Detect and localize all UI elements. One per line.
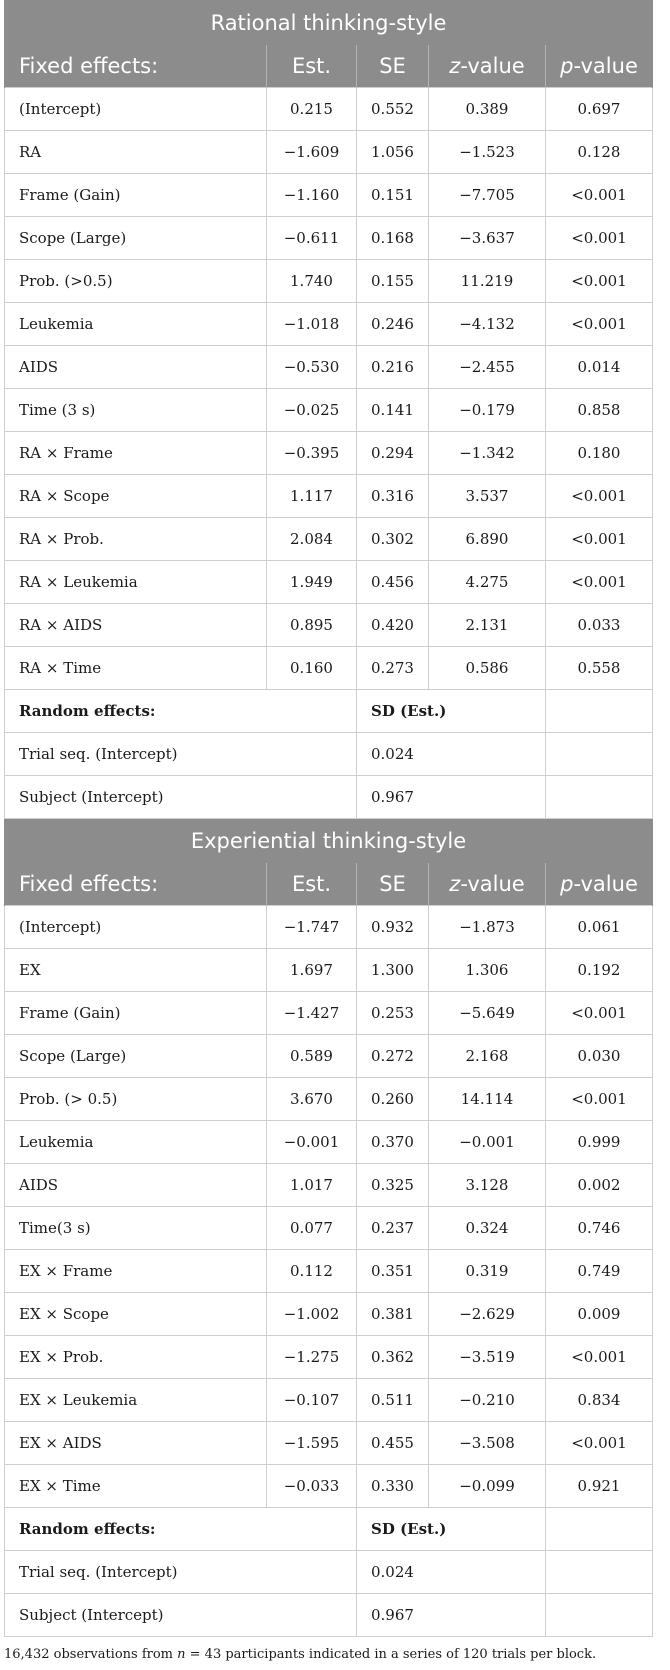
header-p-rest: -value — [573, 872, 638, 896]
se-cell: 0.370 — [357, 1121, 429, 1164]
header-z-italic: z — [449, 54, 461, 78]
est-cell: −1.275 — [267, 1336, 357, 1379]
sd-cell: 0.967 — [357, 1594, 546, 1637]
sd-header: SD (Est.) — [357, 1508, 546, 1551]
z-cell: 3.128 — [429, 1164, 546, 1207]
effect-cell: Frame (Gain) — [5, 174, 267, 217]
effect-cell: RA — [5, 131, 267, 174]
table-row — [5, 992, 653, 1035]
header-est: Est. — [267, 863, 357, 906]
effect-cell: EX × Prob. — [5, 1336, 267, 1379]
table-row — [5, 432, 653, 475]
est-cell: 1.017 — [267, 1164, 357, 1207]
est-cell: 0.589 — [267, 1035, 357, 1078]
effect-cell: RA × AIDS — [5, 604, 267, 647]
p-cell: <0.001 — [546, 217, 653, 260]
random-effect-cell: Subject (Intercept) — [5, 1594, 357, 1637]
est-cell: 0.895 — [267, 604, 357, 647]
effect-cell: Scope (Large) — [5, 217, 267, 260]
p-cell: <0.001 — [546, 260, 653, 303]
random-effect-cell: Subject (Intercept) — [5, 776, 357, 819]
sd-header: SD (Est.) — [357, 690, 546, 733]
table-row — [5, 1422, 653, 1465]
effect-cell: RA × Frame — [5, 432, 267, 475]
est-cell: −1.018 — [267, 303, 357, 346]
z-cell: −0.099 — [429, 1465, 546, 1508]
est-cell: −0.033 — [267, 1465, 357, 1508]
z-cell: 4.275 — [429, 561, 546, 604]
table-row — [5, 561, 653, 604]
p-cell: <0.001 — [546, 475, 653, 518]
p-cell: 0.014 — [546, 346, 653, 389]
table-row — [5, 604, 653, 647]
est-cell: 2.084 — [267, 518, 357, 561]
header-p-rest: -value — [573, 54, 638, 78]
table-row — [5, 88, 653, 131]
header-z-italic: z — [449, 872, 461, 896]
se-cell: 0.237 — [357, 1207, 429, 1250]
footnote-n: n — [177, 1647, 186, 1662]
se-cell: 0.253 — [357, 992, 429, 1035]
z-cell: −0.210 — [429, 1379, 546, 1422]
p-cell: 0.858 — [546, 389, 653, 432]
p-cell: <0.001 — [546, 992, 653, 1035]
p-cell: 0.061 — [546, 906, 653, 949]
random-effects-label: Random effects: — [5, 690, 357, 733]
est-cell: 0.112 — [267, 1250, 357, 1293]
table-row — [5, 1250, 653, 1293]
est-cell: −0.611 — [267, 217, 357, 260]
se-cell: 0.456 — [357, 561, 429, 604]
header-z-rest: -value — [460, 872, 525, 896]
est-cell: −0.025 — [267, 389, 357, 432]
z-cell: −1.873 — [429, 906, 546, 949]
header-p-value — [546, 863, 653, 906]
se-cell: 0.420 — [357, 604, 429, 647]
header-p-italic: p — [560, 872, 574, 896]
table-row — [5, 518, 653, 561]
p-cell: <0.001 — [546, 1078, 653, 1121]
est-cell: 1.740 — [267, 260, 357, 303]
effect-cell: EX × Leukemia — [5, 1379, 267, 1422]
header-se: SE — [357, 45, 429, 88]
p-cell: 0.921 — [546, 1465, 653, 1508]
section-title: Rational thinking-style — [5, 1, 653, 45]
se-cell: 0.294 — [357, 432, 429, 475]
header-p-italic: p — [560, 54, 574, 78]
p-cell: 0.999 — [546, 1121, 653, 1164]
random-effect-cell: Trial seq. (Intercept) — [5, 1551, 357, 1594]
se-cell: 0.316 — [357, 475, 429, 518]
column-header-row — [5, 863, 653, 906]
est-cell: 0.160 — [267, 647, 357, 690]
effect-cell: Leukemia — [5, 303, 267, 346]
table-row — [5, 174, 653, 217]
z-cell: 0.319 — [429, 1250, 546, 1293]
results-table — [4, 0, 653, 1637]
p-cell: <0.001 — [546, 561, 653, 604]
se-cell: 0.351 — [357, 1250, 429, 1293]
se-cell: 0.141 — [357, 389, 429, 432]
p-cell: <0.001 — [546, 1422, 653, 1465]
est-cell: −1.595 — [267, 1422, 357, 1465]
est-cell: −0.107 — [267, 1379, 357, 1422]
results-table-body — [5, 1, 653, 1637]
effect-cell: Time (3 s) — [5, 389, 267, 432]
table-row — [5, 1207, 653, 1250]
table-row — [5, 475, 653, 518]
p-cell: 0.749 — [546, 1250, 653, 1293]
se-cell: 0.260 — [357, 1078, 429, 1121]
z-cell: 2.168 — [429, 1035, 546, 1078]
z-cell: 0.586 — [429, 647, 546, 690]
effect-cell: EX × Frame — [5, 1250, 267, 1293]
se-cell: 0.381 — [357, 1293, 429, 1336]
se-cell: 0.325 — [357, 1164, 429, 1207]
table-row — [5, 647, 653, 690]
effect-cell: EX × Time — [5, 1465, 267, 1508]
effect-cell: (Intercept) — [5, 88, 267, 131]
header-est: Est. — [267, 45, 357, 88]
header-z-value — [429, 45, 546, 88]
est-cell: −1.427 — [267, 992, 357, 1035]
se-cell: 0.362 — [357, 1336, 429, 1379]
table-row — [5, 1336, 653, 1379]
table-row — [5, 1293, 653, 1336]
p-cell: 0.030 — [546, 1035, 653, 1078]
random-effects-label: Random effects: — [5, 1508, 357, 1551]
p-cell: 0.128 — [546, 131, 653, 174]
est-cell: −1.609 — [267, 131, 357, 174]
empty-cell — [546, 1551, 653, 1594]
effect-cell: RA × Scope — [5, 475, 267, 518]
random-effects-header-row — [5, 1508, 653, 1551]
empty-cell — [546, 776, 653, 819]
sd-cell: 0.967 — [357, 776, 546, 819]
est-cell: 0.215 — [267, 88, 357, 131]
se-cell: 0.216 — [357, 346, 429, 389]
header-se: SE — [357, 863, 429, 906]
table-row — [5, 1379, 653, 1422]
table-row — [5, 1078, 653, 1121]
table-row — [5, 1164, 653, 1207]
random-effects-header-row — [5, 690, 653, 733]
table-row — [5, 260, 653, 303]
effect-cell: EX × Scope — [5, 1293, 267, 1336]
table-row — [5, 217, 653, 260]
z-cell: −0.001 — [429, 1121, 546, 1164]
z-cell: 11.219 — [429, 260, 546, 303]
table-row — [5, 949, 653, 992]
z-cell: −5.649 — [429, 992, 546, 1035]
effect-cell: (Intercept) — [5, 906, 267, 949]
footnote-post: = 43 participants indicated in a series of 120 trials per block. — [185, 1647, 597, 1662]
p-cell: 0.180 — [546, 432, 653, 475]
random-effect-row — [5, 1594, 653, 1637]
table-row — [5, 1465, 653, 1508]
p-cell: 0.746 — [546, 1207, 653, 1250]
z-cell: −0.179 — [429, 389, 546, 432]
z-cell: 6.890 — [429, 518, 546, 561]
se-cell: 1.056 — [357, 131, 429, 174]
z-cell: 0.389 — [429, 88, 546, 131]
z-cell: −1.523 — [429, 131, 546, 174]
p-cell: 0.009 — [546, 1293, 653, 1336]
se-cell: 0.272 — [357, 1035, 429, 1078]
se-cell: 0.155 — [357, 260, 429, 303]
results-table-container — [4, 0, 652, 1662]
sd-cell: 0.024 — [357, 733, 546, 776]
est-cell: −0.530 — [267, 346, 357, 389]
footnote-pre: 16,432 observations from — [4, 1647, 178, 1662]
est-cell: −0.395 — [267, 432, 357, 475]
z-cell: −1.342 — [429, 432, 546, 475]
header-z-value — [429, 863, 546, 906]
effect-cell: Leukemia — [5, 1121, 267, 1164]
est-cell: 1.117 — [267, 475, 357, 518]
header-fixed-effects: Fixed effects: — [5, 863, 267, 906]
effect-cell: Time(3 s) — [5, 1207, 267, 1250]
est-cell: 1.949 — [267, 561, 357, 604]
effect-cell: Prob. (>0.5) — [5, 260, 267, 303]
se-cell: 0.455 — [357, 1422, 429, 1465]
section-title-row — [5, 819, 653, 863]
z-cell: −2.629 — [429, 1293, 546, 1336]
se-cell: 0.552 — [357, 88, 429, 131]
est-cell: −1.160 — [267, 174, 357, 217]
z-cell: 2.131 — [429, 604, 546, 647]
effect-cell: Prob. (> 0.5) — [5, 1078, 267, 1121]
column-header-row — [5, 45, 653, 88]
est-cell: −0.001 — [267, 1121, 357, 1164]
p-cell: 0.033 — [546, 604, 653, 647]
effect-cell: RA × Time — [5, 647, 267, 690]
est-cell: −1.002 — [267, 1293, 357, 1336]
p-cell: 0.558 — [546, 647, 653, 690]
effect-cell: EX × AIDS — [5, 1422, 267, 1465]
table-row — [5, 1121, 653, 1164]
effect-cell: Frame (Gain) — [5, 992, 267, 1035]
empty-cell — [546, 1508, 653, 1551]
z-cell: 0.324 — [429, 1207, 546, 1250]
header-p-value — [546, 45, 653, 88]
p-cell: 0.192 — [546, 949, 653, 992]
empty-cell — [546, 733, 653, 776]
random-effect-row — [5, 776, 653, 819]
effect-cell: AIDS — [5, 1164, 267, 1207]
z-cell: 1.306 — [429, 949, 546, 992]
z-cell: −3.519 — [429, 1336, 546, 1379]
p-cell: <0.001 — [546, 518, 653, 561]
se-cell: 0.330 — [357, 1465, 429, 1508]
random-effect-row — [5, 733, 653, 776]
table-row — [5, 346, 653, 389]
se-cell: 0.151 — [357, 174, 429, 217]
empty-cell — [546, 1594, 653, 1637]
z-cell: −4.132 — [429, 303, 546, 346]
p-cell: 0.697 — [546, 88, 653, 131]
est-cell: 1.697 — [267, 949, 357, 992]
p-cell: 0.834 — [546, 1379, 653, 1422]
se-cell: 0.168 — [357, 217, 429, 260]
z-cell: −3.637 — [429, 217, 546, 260]
est-cell: −1.747 — [267, 906, 357, 949]
effect-cell: EX — [5, 949, 267, 992]
section-title: Experiential thinking-style — [5, 819, 653, 863]
empty-cell — [546, 690, 653, 733]
section-title-row — [5, 1, 653, 45]
header-fixed-effects: Fixed effects: — [5, 45, 267, 88]
est-cell: 0.077 — [267, 1207, 357, 1250]
se-cell: 0.246 — [357, 303, 429, 346]
z-cell: 14.114 — [429, 1078, 546, 1121]
se-cell: 0.511 — [357, 1379, 429, 1422]
sd-cell: 0.024 — [357, 1551, 546, 1594]
table-row — [5, 1035, 653, 1078]
se-cell: 0.932 — [357, 906, 429, 949]
random-effect-cell: Trial seq. (Intercept) — [5, 733, 357, 776]
effect-cell: Scope (Large) — [5, 1035, 267, 1078]
p-cell: <0.001 — [546, 174, 653, 217]
se-cell: 0.302 — [357, 518, 429, 561]
table-footnote — [4, 1647, 652, 1662]
z-cell: −7.705 — [429, 174, 546, 217]
z-cell: 3.537 — [429, 475, 546, 518]
effect-cell: RA × Leukemia — [5, 561, 267, 604]
z-cell: −3.508 — [429, 1422, 546, 1465]
header-z-rest: -value — [460, 54, 525, 78]
random-effect-row — [5, 1551, 653, 1594]
p-cell: <0.001 — [546, 303, 653, 346]
se-cell: 0.273 — [357, 647, 429, 690]
table-row — [5, 131, 653, 174]
p-cell: 0.002 — [546, 1164, 653, 1207]
effect-cell: RA × Prob. — [5, 518, 267, 561]
est-cell: 3.670 — [267, 1078, 357, 1121]
p-cell: <0.001 — [546, 1336, 653, 1379]
table-row — [5, 906, 653, 949]
z-cell: −2.455 — [429, 346, 546, 389]
se-cell: 1.300 — [357, 949, 429, 992]
table-row — [5, 389, 653, 432]
table-row — [5, 303, 653, 346]
effect-cell: AIDS — [5, 346, 267, 389]
